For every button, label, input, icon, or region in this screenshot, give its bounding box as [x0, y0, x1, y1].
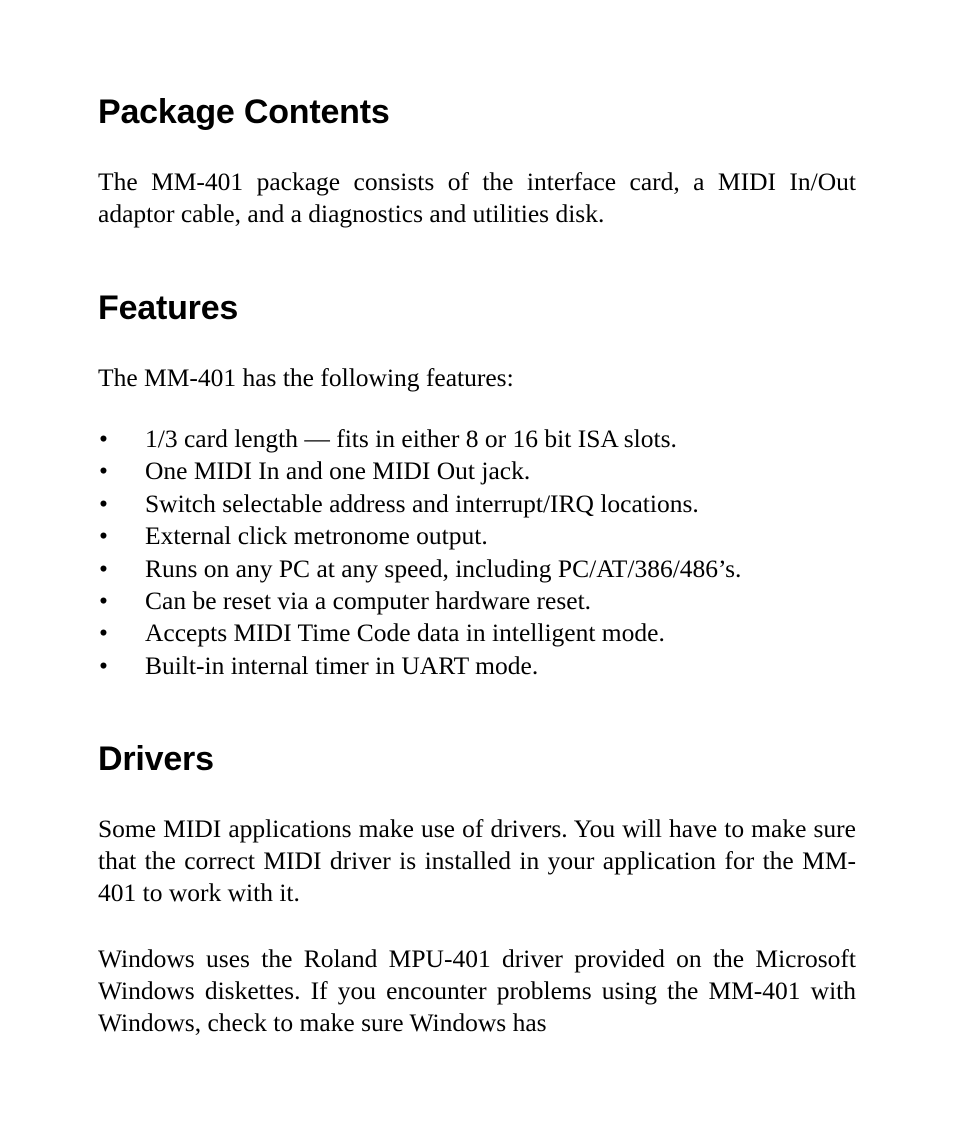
feature-text: Accepts MIDI Time Code data in intelligent mode.	[145, 618, 665, 648]
feature-item	[98, 423, 856, 455]
feature-item	[98, 650, 856, 682]
package-contents-paragraph: The MM-401 package consists of the interface card, a MIDI In/Out adaptor cable, and a diagnostics and utilities disk.	[98, 167, 856, 229]
features-intro: The MM-401 has the following features:	[98, 363, 514, 392]
bullet-icon: •	[99, 618, 108, 648]
drivers-paragraph-1: Some MIDI applications make use of drivers. You will have to make sure that the correct MIDI driver is installed in your application for the MM-401 to work with it.	[98, 814, 856, 908]
bullet-icon: •	[99, 553, 108, 583]
feature-text: One MIDI In and one MIDI Out jack.	[145, 456, 531, 486]
drivers-paragraph-2: Windows uses the Roland MPU-401 driver provided on the Microsoft Windows diskettes. If you encounter problems using the MM-401 with Windows, check to make sure Windows has	[98, 944, 856, 1038]
package-contents-heading: Package Contents	[98, 93, 390, 131]
feature-item	[98, 455, 856, 487]
bullet-icon: •	[99, 586, 108, 616]
feature-item	[98, 585, 856, 617]
bullet-icon: •	[99, 650, 108, 680]
bullet-icon: •	[99, 488, 108, 518]
feature-text: External click metronome output.	[145, 521, 488, 551]
feature-text: Can be reset via a computer hardware reset.	[145, 586, 592, 616]
bullet-icon: •	[99, 456, 108, 486]
features-heading: Features	[98, 289, 239, 327]
bullet-icon: •	[99, 521, 108, 551]
drivers-heading: Drivers	[98, 740, 214, 778]
feature-text: Built-in internal timer in UART mode.	[145, 650, 539, 680]
feature-text: Switch selectable address and interrupt/IRQ locations.	[145, 488, 699, 518]
feature-item	[98, 617, 856, 649]
bullet-icon: •	[99, 424, 108, 453]
feature-text: 1/3 card length — fits in either 8 or 16 bit ISA slots.	[145, 424, 677, 453]
feature-item	[98, 488, 856, 520]
feature-item	[98, 520, 856, 552]
features-list	[98, 423, 856, 682]
feature-item	[98, 553, 856, 585]
feature-text: Runs on any PC at any speed, including PC/AT/386/486’s.	[145, 553, 742, 583]
